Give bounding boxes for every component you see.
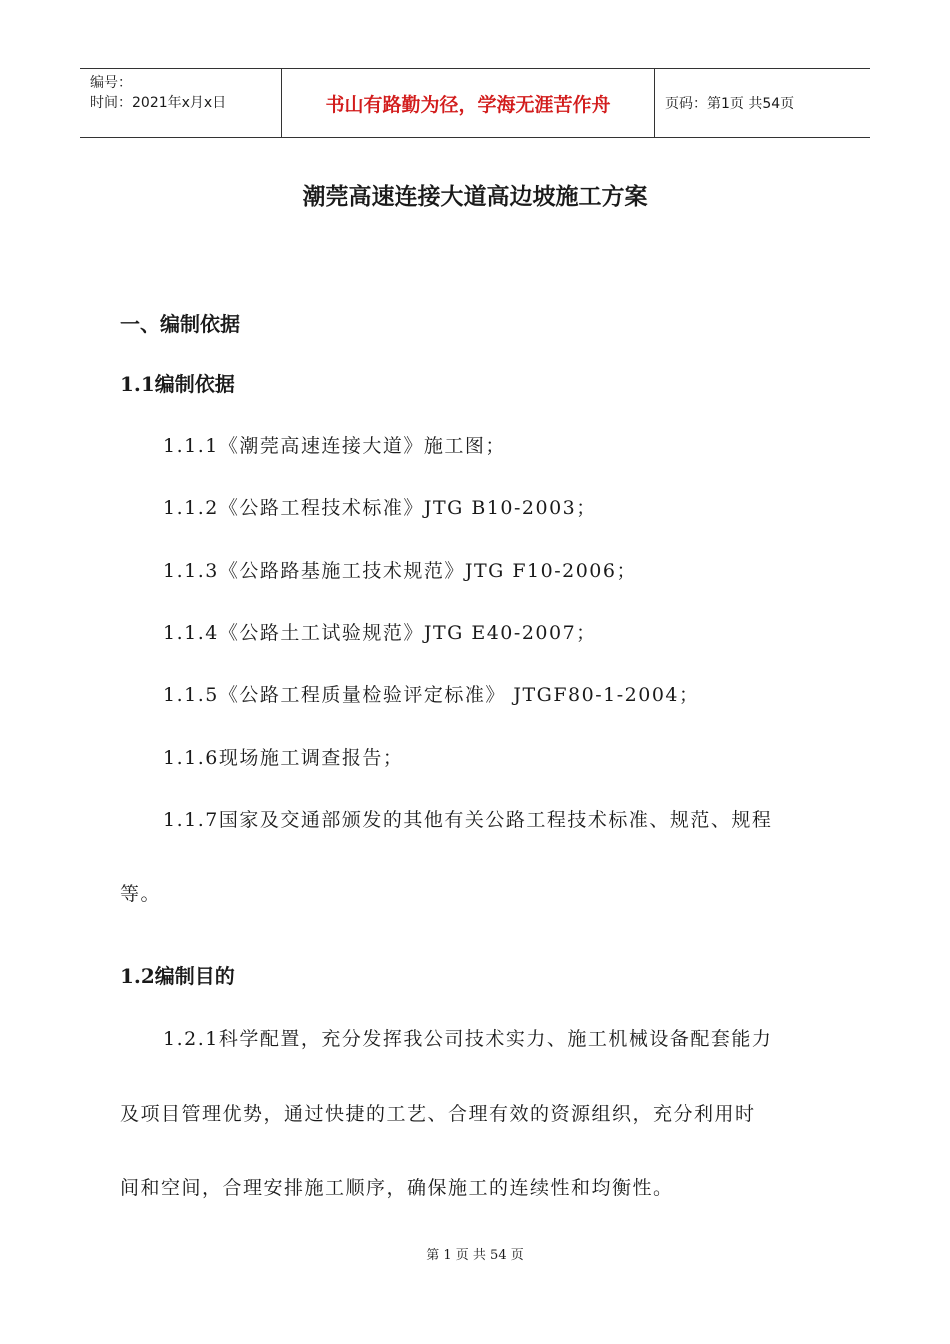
time-label: 时间：2021年x月x日 [90,95,227,111]
item-1-1-6: 1.1.6现场施工调查报告； [163,747,404,769]
subsection-1-1-heading: 1.1编制依据 [120,372,235,396]
page-footer: 第 1 页 共 54 页 [426,1248,524,1263]
header-table [80,68,870,138]
header-meta-cell [80,69,281,137]
motto-cell [281,69,655,137]
item-1-1-3: 1.1.3《公路路基施工技术规范》JTG F10-2006； [163,560,637,582]
item-1-2-1-line2: 及项目管理优势，通过快捷的工艺、合理有效的资源组织，充分利用时 [120,1103,756,1125]
subsection-1-2-heading: 1.2编制目的 [120,964,235,988]
item-1-1-5: 1.1.5《公路工程质量检验评定标准》 JTGF80-1-2004； [163,684,700,706]
item-1-1-2: 1.1.2《公路工程技术标准》JTG B10-2003； [163,497,597,519]
page-info-cell [655,69,870,137]
item-1-2-1-line3: 间和空间，合理安排施工顺序，确保施工的连续性和均衡性。 [120,1177,674,1199]
section1-heading: 一、编制依据 [120,312,240,336]
item-1-1-4: 1.1.4《公路土工试验规范》JTG E40-2007； [163,622,597,644]
page-info-text: 页码：第1页 共54页 [665,96,795,112]
number-label: 编号： [90,75,132,91]
item-1-2-1-line1: 1.2.1科学配置，充分发挥我公司技术实力、施工机械设备配套能力 [163,1028,773,1050]
motto-text: 书山有路勤为径，学海无涯苦作舟 [325,93,611,116]
item-1-1-7: 1.1.7国家及交通部颁发的其他有关公路工程技术标准、规范、规程 [163,809,773,831]
document-title: 潮莞高速连接大道高边坡施工方案 [302,184,648,210]
item-1-1-1: 1.1.1《潮莞高速连接大道》施工图； [163,435,506,457]
item-1-1-7-cont: 等。 [120,883,162,905]
